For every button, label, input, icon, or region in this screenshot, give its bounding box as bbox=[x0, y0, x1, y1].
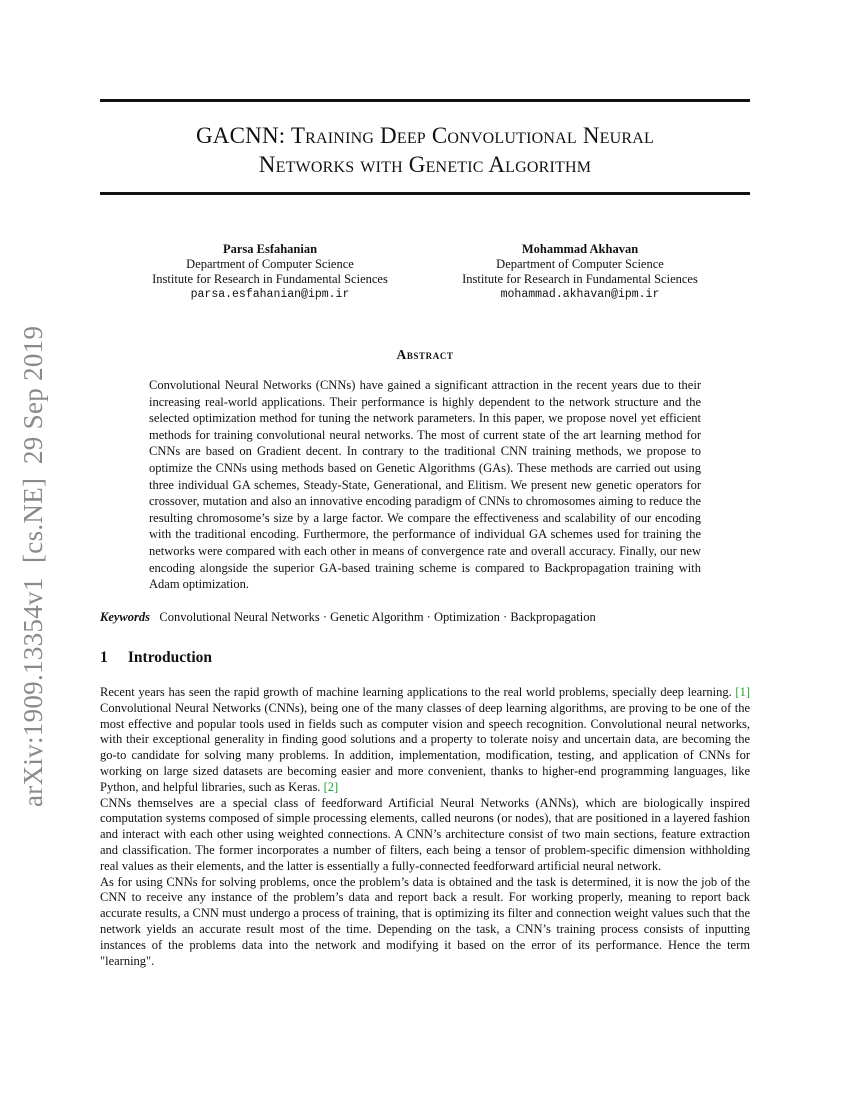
keywords bbox=[100, 609, 750, 625]
abstract-heading: Abstract bbox=[396, 347, 454, 362]
introduction-body bbox=[100, 685, 750, 969]
title-rule-bottom bbox=[100, 192, 750, 195]
title-line-1: GACNN: Training Deep Convolutional Neural bbox=[196, 123, 654, 148]
author-email[interactable]: parsa.esfahanian@ipm.ir bbox=[190, 288, 350, 301]
keywords-list: Convolutional Neural Networks · Genetic Algorithm · Optimization · Backpropagation bbox=[159, 610, 596, 624]
intro-paragraph-3: As for using CNNs for solving problems, once the problem’s data is obtained and the task is determined, it is now the job of the CNN to receive any instance of the problem’s data and report back a result. For working properly, meaning to report back accurate results, a CNN must undergo a process of training, that is optimizing its filter and connection weight values such that the network yields an accurate result most of the time. Depending on the task, a CNN’s training process consists of inputting instances of the problems data into the network and modifying it based on the error of its performance. Hence the term "learning". bbox=[100, 874, 750, 968]
abstract-text: Convolutional Neural Networks (CNNs) have gained a significant attraction in the recent years due to their increasing real-world applications. Their performance is highly dependent to the network structure and the selected optimization method for tuning the network parameters. In this paper, we propose novel yet efficient methods for training convolutional neural networks. The most of current state of the art learning method for CNNs are based on Gradient decent. In contrary to the traditional CNN training methods, we propose to optimize the CNNs using methods based on Genetic Algorithms (GAs). These methods are carried out using three individual GA schemes, Steady-State, Generational, and Elitism. We present new genetic operators for crossover, mutation and also an innovative encoding paradigm of CNNs to chromosomes aiming to reduce the resulting chromosome’s size by a large factor. We compare the effectiveness and scalability of our encoding with the traditional encoding. Furthermore, the performance of individual GA schemes used for training the networks were compared with each other in means of convergence rate and overall accuracy. Finally, our new encoding alongside the superior GA-based training scheme is compared to Backpropagation training with Adam optimization. bbox=[149, 378, 701, 592]
citation-link[interactable]: [1] bbox=[735, 685, 750, 699]
author-institute: Institute for Research in Fundamental Sciences bbox=[152, 272, 388, 286]
arxiv-id: arXiv:1909.13354v1 bbox=[18, 577, 48, 807]
section-title: Introduction bbox=[127, 649, 212, 666]
intro-paragraph-2: CNNs themselves are a special class of feedforward Artificial Neural Networks (ANNs), which are biologically inspired computation systems composed of simple processing elements, called neurons (or nodes), that are positioned in a layered fashion and interact with each other using weighted connections. A CNN’s architecture consist of two main sections, feature extraction and classification. The former incorporates a number of filters, each being a tensor of problem-specific dimension withholding real values as their elements, and the latter is essentially a fully-connected feedforward artificial neural network. bbox=[100, 795, 750, 873]
author-block-2 bbox=[430, 242, 730, 302]
title-line-2: Networks with Genetic Algorithm bbox=[258, 152, 592, 177]
author-email[interactable]: mohammad.akhavan@ipm.ir bbox=[500, 288, 660, 301]
keywords-label: Keywords bbox=[100, 610, 150, 624]
arxiv-date: 29 Sep 2019 bbox=[18, 325, 48, 464]
section-number: 1 bbox=[100, 649, 108, 666]
author-block-1 bbox=[120, 242, 420, 302]
paper-title bbox=[100, 121, 750, 179]
arxiv-stamp bbox=[18, 297, 49, 807]
arxiv-category: [cs.NE] bbox=[18, 477, 48, 564]
author-name: Mohammad Akhavan bbox=[521, 242, 639, 256]
intro-p1-text-a: Recent years has seen the rapid growth of machine learning applications to the real world problems, specially deep learning. bbox=[100, 685, 732, 699]
author-institute: Institute for Research in Fundamental Sciences bbox=[462, 272, 698, 286]
citation-link[interactable]: [2] bbox=[323, 779, 339, 794]
author-department: Department of Computer Science bbox=[496, 257, 664, 271]
intro-p1-text-b: Convolutional Neural Networks (CNNs), being one of the many classes of deep learning algorithms, are proving to be one of the most effective and popular tools used in fields such as computer vision and speech recognition. Convolutional neural networks, with their exceptional generality in finding good solutions and a property to tolerate noisy and uncertain data, are becoming the go-to candidate for solving many problems. In addition, implementation, modification, testing, and application of CNNs for working on large sized datasets are becoming easier and more convenient, thanks to higher-end programming languages, like Python, and helpful libraries, such as Keras. bbox=[100, 700, 750, 794]
section-heading-introduction bbox=[100, 649, 212, 667]
title-rule-top bbox=[100, 99, 750, 102]
intro-paragraph-1 bbox=[100, 685, 750, 796]
author-name: Parsa Esfahanian bbox=[222, 242, 318, 256]
author-department: Department of Computer Science bbox=[186, 257, 354, 271]
